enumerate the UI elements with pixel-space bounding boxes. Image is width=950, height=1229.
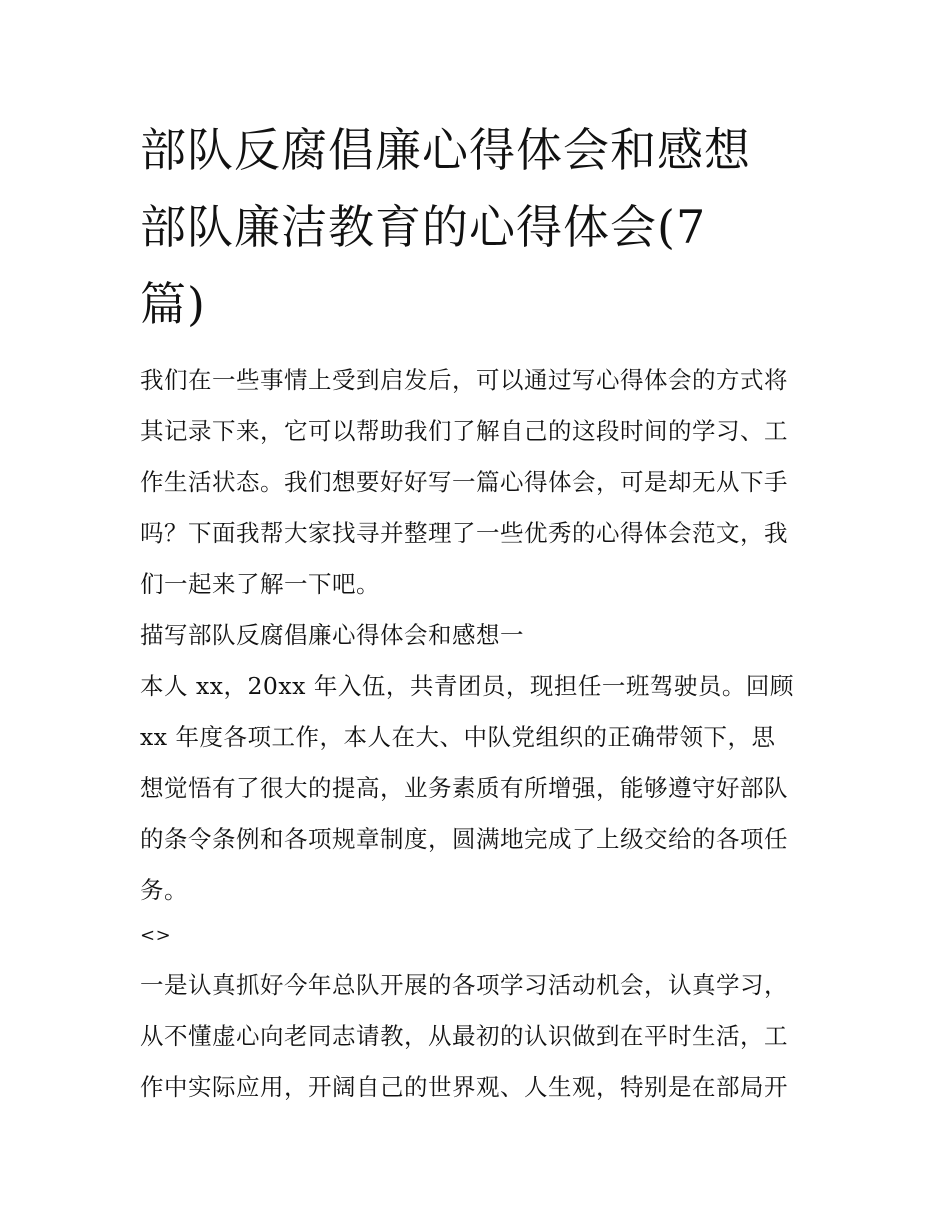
text-line: 一是认真抓好今年总队开展的各项学习活动机会，认真学习， <box>140 971 788 999</box>
title-line: 部队廉洁教育的心得体会(7 <box>140 200 707 254</box>
section-heading <box>140 610 815 661</box>
body-paragraph-2 <box>140 960 815 1113</box>
text-line: 作生活状态。我们想要好好写一篇心得体会，可是却无从下手 <box>140 468 788 496</box>
text-line: 们一起来了解一下吧。 <box>140 570 380 598</box>
document-body <box>140 355 815 1113</box>
text-line: 本人 xx，20xx 年入伍，共青团员，现担任一班驾驶员。回顾 <box>140 672 794 700</box>
text-line: 想觉悟有了很大的提高，业务素质有所增强，能够遵守好部队 <box>140 774 788 802</box>
document-page <box>140 112 815 1113</box>
title-line: 部队反腐倡廉心得体会和感想 <box>140 123 751 177</box>
placeholder-marker: <> <box>140 925 172 946</box>
text-line: 吗？下面我帮大家找寻并整理了一些优秀的心得体会范文，我 <box>140 519 788 547</box>
text-line: 从不懂虚心向老同志请教，从最初的认识做到在平时生活，工 <box>140 1022 788 1050</box>
title-line: 篇) <box>140 277 206 331</box>
intro-paragraph <box>140 355 815 610</box>
text-line: xx 年度各项工作，本人在大、中队党组织的正确带领下，思 <box>140 723 776 751</box>
body-paragraph-1 <box>140 661 815 916</box>
text-line: 务。 <box>140 876 188 904</box>
text-line: 描写部队反腐倡廉心得体会和感想一 <box>140 621 524 649</box>
text-line: 作中实际应用，开阔自己的世界观、人生观，特别是在部局开 <box>140 1073 788 1101</box>
text-line: 其记录下来，它可以帮助我们了解自己的这段时间的学习、工 <box>140 417 788 445</box>
text-line: 的条令条例和各项规章制度，圆满地完成了上级交给的各项任 <box>140 825 788 853</box>
text-line: 我们在一些事情上受到启发后，可以通过写心得体会的方式将 <box>140 366 788 394</box>
document-title <box>140 112 815 343</box>
